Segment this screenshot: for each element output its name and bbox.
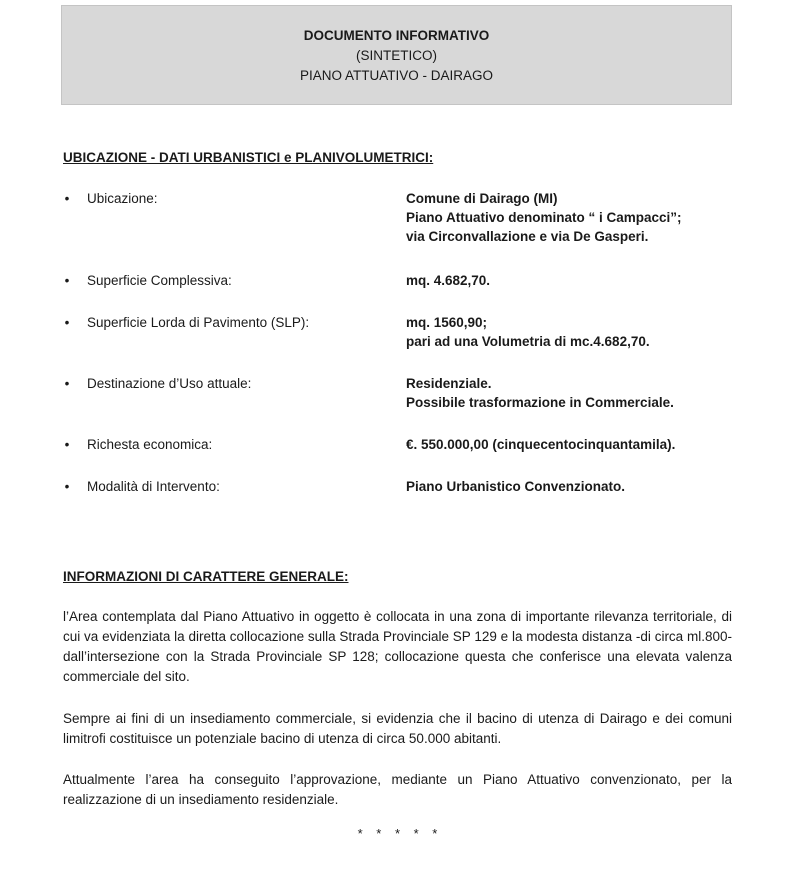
project-name: PIANO ATTUATIVO - DAIRAGO bbox=[299, 68, 494, 83]
document-title: DOCUMENTO INFORMATIVO bbox=[303, 28, 490, 43]
value-line: Piano Urbanistico Convenzionato. bbox=[406, 479, 626, 494]
value-line: Piano Attuativo denominato “ i Campacci”; bbox=[406, 210, 682, 225]
value-line: €. 550.000,00 (cinquecentocinquantamila). bbox=[406, 437, 676, 452]
closing-stars: * * * * * bbox=[357, 826, 443, 841]
value-line: Possibile trasformazione in Commerciale. bbox=[406, 395, 674, 410]
document-subtitle: (SINTETICO) bbox=[356, 48, 437, 63]
value-line: mq. 1560,90; bbox=[406, 315, 488, 330]
value-line: Residenziale. bbox=[406, 376, 492, 391]
item-label: Superficie Lorda di Pavimento (SLP): bbox=[87, 315, 310, 330]
bullet-icon: • bbox=[64, 191, 70, 206]
item-label: Modalità di Intervento: bbox=[87, 479, 220, 494]
item-label: Superficie Complessiva: bbox=[87, 273, 232, 288]
bullet-icon: • bbox=[64, 376, 70, 391]
bullet-icon: • bbox=[64, 437, 70, 452]
paragraph: Attualmente l’area ha conseguito l’approvazione, mediante un Piano Attuativo convenzionato, per la realizzazione di un insediamento residenziale. bbox=[63, 772, 732, 807]
bullet-icon: • bbox=[64, 273, 70, 288]
item-value bbox=[406, 374, 674, 412]
item-value bbox=[406, 435, 675, 454]
item-label: Ubicazione: bbox=[87, 191, 158, 206]
value-line: pari ad una Volumetria di mc.4.682,70. bbox=[406, 334, 650, 349]
value-line: Comune di Dairago (MI) bbox=[406, 191, 558, 206]
item-label: Destinazione d’Uso attuale: bbox=[87, 376, 252, 391]
section-heading-ubicazione: UBICAZIONE - DATI URBANISTICI e PLANIVOLUMETRICI: bbox=[63, 150, 434, 165]
item-value bbox=[406, 271, 490, 290]
item-value bbox=[406, 313, 650, 351]
value-line: via Circonvallazione e via De Gasperi. bbox=[406, 229, 649, 244]
section-heading-informazioni: INFORMAZIONI DI CARATTERE GENERALE: bbox=[63, 569, 349, 584]
paragraph: l’Area contemplata dal Piano Attuativo in oggetto è collocata in una zona di importante rilevanza territoriale, di cui va evidenziata la diretta collocazione sulla Strada Provinciale SP 129 e la modesta distanza -di circa ml.800- dall’intersezione con la Strada Provinciale SP 128; collocazione questa che conferisce una elevata valenza commerciale del sito. bbox=[63, 609, 732, 684]
bullet-icon: • bbox=[64, 315, 70, 330]
value-line: mq. 4.682,70. bbox=[406, 273, 491, 288]
bullet-icon: • bbox=[64, 479, 70, 494]
item-label: Richesta economica: bbox=[87, 437, 213, 452]
item-value bbox=[406, 189, 682, 246]
document-header bbox=[61, 5, 732, 105]
item-value bbox=[406, 477, 625, 496]
paragraph: Sempre ai fini di un insediamento commerciale, si evidenzia che il bacino di utenza di Dairago e dei comuni limitrofi costituisce un potenziale bacino di utenza di circa 50.000 abitanti. bbox=[63, 711, 732, 746]
